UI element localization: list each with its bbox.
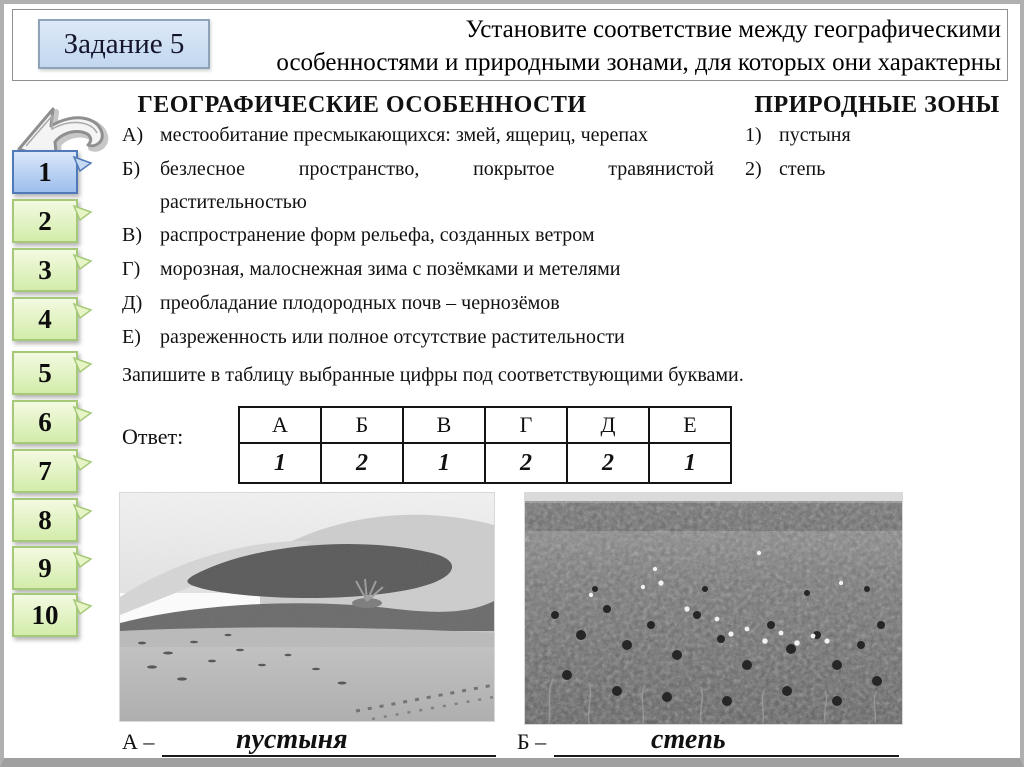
bubble-tail-icon: [72, 453, 94, 473]
sidebar-item-label: 5: [38, 357, 52, 388]
sidebar-item-1[interactable]: [12, 150, 78, 194]
zones-header: ПРИРОДНЫЕ ЗОНЫ: [754, 92, 1000, 118]
instruction-text: Запишите в таблицу выбранные цифры под соответствующими буквами.: [122, 364, 744, 386]
caption-a: [122, 723, 496, 757]
feature-text-line2: растительностью: [160, 191, 307, 213]
feature-text: [160, 158, 714, 181]
value-cell: 2: [567, 443, 649, 483]
sidebar-item-10[interactable]: [12, 593, 78, 637]
sidebar-item-5[interactable]: [12, 351, 78, 395]
feature-word: пространство,: [298, 158, 420, 180]
features-header: ГЕОГРАФИЧЕСКИЕ ОСОБЕННОСТИ: [137, 92, 587, 118]
steppe-photo: [525, 493, 902, 724]
header-cell: В: [403, 407, 485, 443]
sidebar-item-7[interactable]: [12, 449, 78, 493]
desert-photo: [120, 493, 494, 721]
feature-text: распространение форм рельефа, созданных ветром: [160, 224, 595, 246]
caption-b-prefix: Б –: [517, 729, 547, 754]
sidebar-item-label: 6: [38, 406, 52, 437]
sidebar-item-3[interactable]: [12, 248, 78, 292]
value-cell: 1: [239, 443, 321, 483]
answer-header-row: [239, 407, 731, 443]
feature-word: покрытое: [473, 158, 555, 180]
bubble-tail-icon: [72, 502, 94, 522]
zone-label: пустыня: [779, 124, 851, 146]
bubble-tail-icon: [72, 550, 94, 570]
zone-item-1: [745, 124, 851, 147]
feature-letter: Д): [122, 292, 143, 314]
header-cell: Г: [485, 407, 567, 443]
answer-table: [238, 406, 732, 484]
zone-label: степь: [779, 158, 826, 180]
caption-b-answer: степь: [651, 724, 726, 755]
feature-text: разреженность или полное отсутствие растительности: [160, 326, 625, 348]
feature-word: безлесное: [160, 158, 245, 180]
header-cell: А: [239, 407, 321, 443]
bubble-tail-icon: [72, 597, 94, 617]
answer-value-row: [239, 443, 731, 483]
feature-text: местообитание пресмыкающихся: змей, ящериц, черепах: [160, 124, 648, 146]
page-title-line2: особенностями и природными зонами, для которых они характерны: [276, 49, 1001, 76]
feature-text: морозная, малоснежная зима с позёмками и метелями: [160, 258, 621, 280]
bubble-tail-icon: [72, 154, 94, 174]
feature-word: травянистой: [608, 158, 714, 180]
sidebar-item-label: 1: [38, 156, 52, 187]
caption-b: [517, 723, 899, 757]
sidebar-item-6[interactable]: [12, 400, 78, 444]
sidebar-item-2[interactable]: [12, 199, 78, 243]
answer-line-b: [554, 725, 899, 757]
value-cell: 1: [649, 443, 731, 483]
sidebar-item-8[interactable]: [12, 498, 78, 542]
sidebar-item-label: 10: [31, 599, 59, 630]
feature-letter: Г): [122, 258, 141, 280]
feature-text: преобладание плодородных почв – чернозёмов: [160, 292, 560, 314]
feature-letter: Е): [122, 326, 141, 348]
feature-item-b: [122, 158, 716, 224]
value-cell: 2: [485, 443, 567, 483]
zone-item-2: [745, 158, 825, 181]
caption-a-prefix: А –: [122, 729, 155, 754]
bubble-tail-icon: [72, 252, 94, 272]
page-title-line1: Установите соответствие между географическими: [465, 16, 1001, 43]
bubble-tail-icon: [72, 355, 94, 375]
header-cell: Б: [321, 407, 403, 443]
sidebar-item-9[interactable]: [12, 546, 78, 590]
page-title: [211, 13, 1001, 79]
zone-number: 1): [745, 124, 762, 146]
value-cell: 2: [321, 443, 403, 483]
bubble-tail-icon: [72, 301, 94, 321]
feature-letter: Б): [122, 158, 141, 180]
title-box: [12, 9, 1008, 81]
header-cell: Е: [649, 407, 731, 443]
sidebar-item-4[interactable]: [12, 297, 78, 341]
task-badge: Задание 5: [38, 19, 210, 69]
answer-label: Ответ:: [122, 424, 184, 449]
zone-number: 2): [745, 158, 762, 180]
sidebar-item-label: 7: [38, 455, 52, 486]
value-cell: 1: [403, 443, 485, 483]
sidebar-item-label: 4: [38, 303, 52, 334]
header-cell: Д: [567, 407, 649, 443]
sidebar-item-label: 9: [38, 552, 52, 583]
bubble-tail-icon: [72, 203, 94, 223]
answer-line-a: [162, 725, 496, 757]
sidebar-item-label: 3: [38, 254, 52, 285]
bubble-tail-icon: [72, 404, 94, 424]
sidebar-item-label: 8: [38, 504, 52, 535]
feature-letter: В): [122, 224, 142, 246]
feature-letter: А): [122, 124, 144, 146]
caption-a-answer: пустыня: [235, 724, 348, 755]
sidebar-item-label: 2: [38, 205, 52, 236]
